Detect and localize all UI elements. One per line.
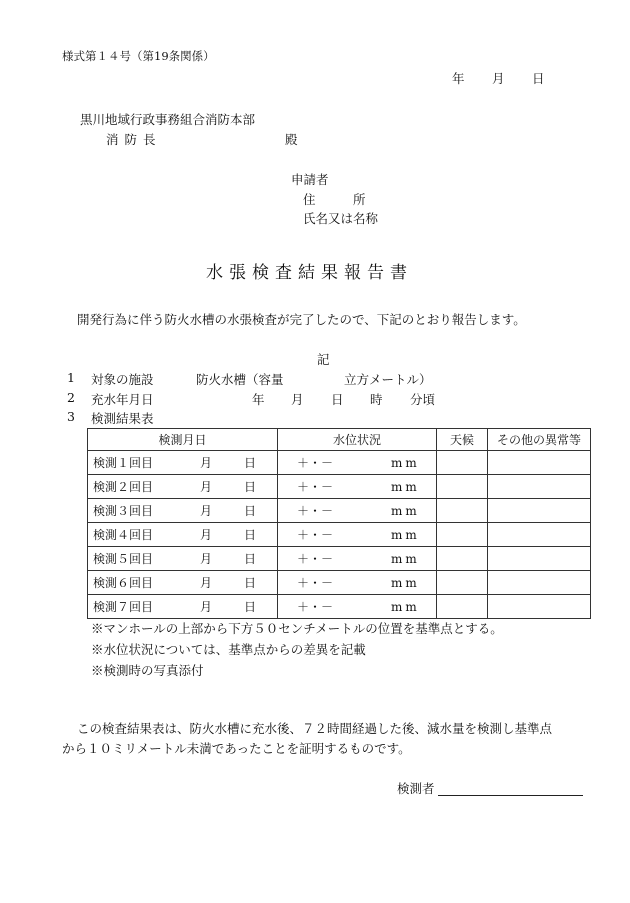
inspection-label: 検測４回目 [93,528,154,542]
inspection-label: 検測１回目 [93,456,154,470]
addressee-honorific: 殿 [285,132,298,147]
inspection-label: 検測５回目 [93,552,154,566]
table-row [88,523,591,547]
date-year-label: 年 [452,71,465,86]
form-number: 様式第１４号（第19条関係） [62,49,215,63]
inspector-label: 検測者 [397,781,435,796]
table-row [88,499,591,523]
water-level-cell[interactable] [278,523,437,547]
water-level-sign: ＋・－ [297,600,334,614]
water-level-cell[interactable] [278,547,437,571]
table-row [88,451,591,475]
inspector-signature-line[interactable] [438,795,583,796]
inspection-day: 日 [243,600,256,614]
water-level-unit: mm [391,576,420,590]
note-item: ※マンホールの上部から下方５０センチメートルの位置を基準点とする。 [91,621,503,636]
inspection-day: 日 [243,576,256,590]
other-anomalies-cell[interactable] [488,475,591,499]
table-row [88,571,591,595]
water-level-cell[interactable] [278,451,437,475]
fill-date-hour: 時 [370,392,383,407]
item-number: 3 [67,409,75,424]
header-water-level: 水位状況 [278,429,437,451]
other-anomalies-cell[interactable] [488,523,591,547]
weather-cell[interactable] [437,571,488,595]
table-row [88,595,591,619]
fill-date-minute: 分頃 [410,392,436,407]
inspection-date-cell[interactable] [88,499,278,523]
inspection-label: 検測７回目 [93,600,154,614]
water-level-unit: mm [391,552,420,566]
table-row [88,475,591,499]
table-header-row [88,429,591,451]
water-level-sign: ＋・－ [297,528,334,542]
other-anomalies-cell[interactable] [488,595,591,619]
inspection-label: 検測２回目 [93,480,154,494]
water-level-sign: ＋・－ [297,576,334,590]
inspection-month: 月 [199,456,212,470]
inspection-date-cell[interactable] [88,595,278,619]
inspection-label: 検測６回目 [93,576,154,590]
addressee-organization: 黒川地域行政事務組合消防本部 [80,112,256,127]
water-level-cell[interactable] [278,499,437,523]
item-number: 1 [67,370,75,385]
water-level-sign: ＋・－ [297,480,334,494]
inspection-month: 月 [199,528,212,542]
inspection-day: 日 [243,552,256,566]
inspection-label: 検測３回目 [93,504,154,518]
water-level-unit: mm [391,456,420,470]
note-item: ※検測時の写真添付 [91,663,204,678]
inspection-date-cell[interactable] [88,571,278,595]
header-other-anomalies: その他の異常等 [488,429,591,451]
header-weather: 天候 [437,429,488,451]
facility-capacity-label: 防火水槽（容量 [196,372,284,387]
applicant-address-label: 住 所 [303,192,366,207]
certification-line-2: から１０ミリメートル未満であったことを証明するものです。 [62,741,411,756]
fill-date-year: 年 [252,392,265,407]
water-level-sign: ＋・－ [297,456,334,470]
date-day-label: 日 [532,71,545,86]
water-level-cell[interactable] [278,571,437,595]
inspection-day: 日 [243,456,256,470]
water-level-unit: mm [391,528,420,542]
weather-cell[interactable] [437,451,488,475]
inspection-day: 日 [243,504,256,518]
inspection-date-cell[interactable] [88,475,278,499]
water-level-unit: mm [391,480,420,494]
inspection-date-cell[interactable] [88,547,278,571]
other-anomalies-cell[interactable] [488,451,591,475]
inspection-month: 月 [199,504,212,518]
fill-date-month: 月 [291,392,304,407]
fill-date-day: 日 [331,392,344,407]
item-label: 検測結果表 [91,411,154,426]
water-level-unit: mm [391,600,420,614]
weather-cell[interactable] [437,475,488,499]
addressee-position: 消 防 長 [106,132,157,147]
water-level-unit: mm [391,504,420,518]
item-label: 対象の施設 [91,372,154,387]
note-item: ※水位状況については、基準点からの差異を記載 [91,642,366,657]
water-level-sign: ＋・－ [297,552,334,566]
water-level-cell[interactable] [278,475,437,499]
other-anomalies-cell[interactable] [488,571,591,595]
inspection-day: 日 [243,480,256,494]
inspection-month: 月 [199,576,212,590]
item-number: 2 [67,390,75,405]
weather-cell[interactable] [437,523,488,547]
inspection-month: 月 [199,552,212,566]
inspection-date-cell[interactable] [88,523,278,547]
weather-cell[interactable] [437,499,488,523]
applicant-label: 申請者 [291,172,329,187]
weather-cell[interactable] [437,547,488,571]
applicant-name-label: 氏名又は名称 [303,211,379,226]
ki-label: 記 [317,352,330,367]
inspection-month: 月 [199,600,212,614]
document-title: 水張検査結果報告書 [206,263,413,283]
weather-cell[interactable] [437,595,488,619]
other-anomalies-cell[interactable] [488,547,591,571]
inspection-day: 日 [243,528,256,542]
water-level-sign: ＋・－ [297,504,334,518]
item-label: 充水年月日 [91,392,154,407]
table-row [88,547,591,571]
results-table [87,428,591,619]
header-date: 検測月日 [88,429,278,451]
inspection-month: 月 [199,480,212,494]
date-month-label: 月 [492,71,505,86]
facility-capacity-unit: 立方メートル） [344,372,432,387]
water-level-cell[interactable] [278,595,437,619]
certification-line-1: この検査結果表は、防火水槽に充水後、７２時間経過した後、減水量を検測し基準点 [77,721,553,736]
inspection-date-cell[interactable] [88,451,278,475]
other-anomalies-cell[interactable] [488,499,591,523]
intro-text: 開発行為に伴う防火水槽の水張検査が完了したので、下記のとおり報告します。 [77,312,526,327]
